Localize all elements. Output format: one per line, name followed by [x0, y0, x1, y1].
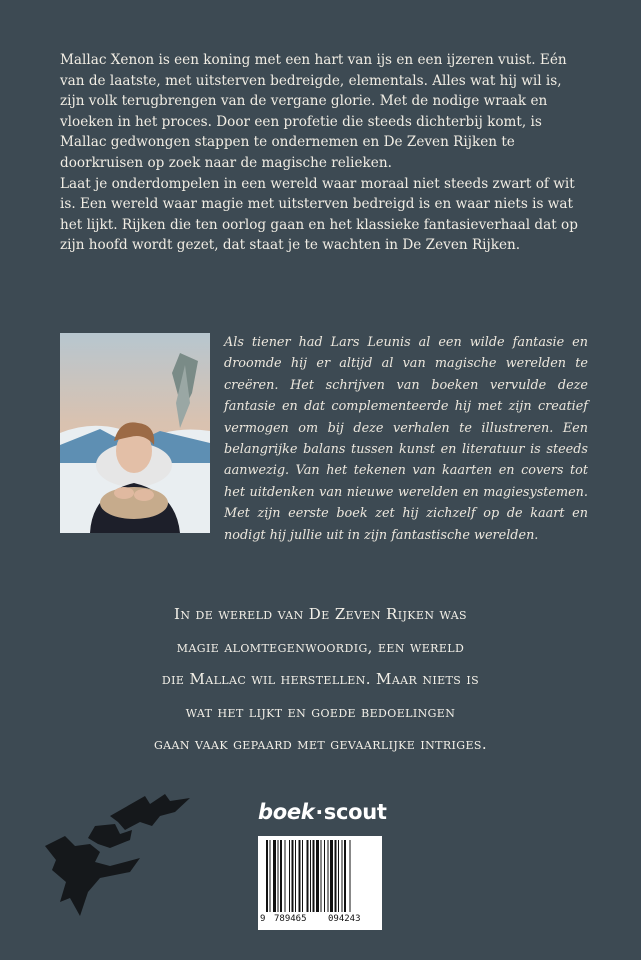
blurb-paragraph-1: Mallac Xenon is een koning met een hart van ijs en een ijzeren vuist. Eén van de laatste, met uitsterven bedreigde, elementals. Alles wat hij wil is, zijn volk terugbrengen van de vergane glorie. Met de nodige wraak en vloeken in het proces. Door een profetie die steeds dichterbij komt, is Mallac gedwongen stappen te ondernemen en De Zeven Rijken te doorkruisen op zoek naar de magische relieken.: [60, 52, 567, 171]
teaser-line: wat het lijkt en goede bedoelingen: [185, 702, 456, 721]
publisher-logo: [258, 800, 387, 824]
barcode-digit-lead: 9: [260, 914, 266, 924]
author-photo: [60, 333, 210, 533]
crow-icon: [45, 836, 140, 916]
crow-icon: [110, 794, 190, 830]
barcode-digit-group-1: 789465: [274, 914, 307, 924]
publisher-logo-separator: ·: [315, 800, 323, 824]
teaser-line: gaan vaak gepaard met gevaarlijke intriges.: [153, 735, 488, 753]
barcode-digit-group-2: 094243: [328, 914, 361, 924]
teaser-line: In de wereld van De Zeven Rijken was: [174, 605, 467, 623]
teaser-line: magie alomtegenwoordig, een wereld: [176, 637, 465, 656]
crows-illustration: [40, 786, 240, 926]
teaser-text: [60, 598, 581, 761]
back-cover-blurb: [60, 50, 588, 256]
publisher-logo-part1: boek: [258, 800, 315, 824]
publisher-logo-part2: scout: [323, 800, 387, 824]
author-bio: Als tiener had Lars Leunis al een wilde fantasie en droomde hij er altijd al van magische werelden te creëren. Het schrijven van boeken vervulde deze fantasie en dat complementeerde hij met zijn creatief vermogen om bij deze verhalen te illustreren. Een belangrijke balans tussen kunst en literatuur is steeds aanwezig. Van het tekenen van kaarten en covers tot het uitdenken van nieuwe werelden en magiesystemen. Met zijn eerste boek zet hij zichzelf op de kaart en nodigt hij jullie uit in zijn fantastische werelden.: [224, 335, 588, 543]
barcode-bars: [266, 840, 374, 912]
blurb-paragraph-2: Laat je onderdompelen in een wereld waar moraal niet steeds zwart of wit is. Een wereld waar magie met uitsterven bedreigd is en waar niets is wat het lijkt. Rijken die ten oorlog gaan en het klassieke fantasieverhaal dat op zijn hoofd wordt gezet, dat staat je te wachten in De Zeven Rijken.: [60, 175, 578, 254]
isbn-barcode: [258, 836, 382, 930]
teaser-line: die Mallac wil herstellen. Maar niets is: [161, 670, 480, 688]
